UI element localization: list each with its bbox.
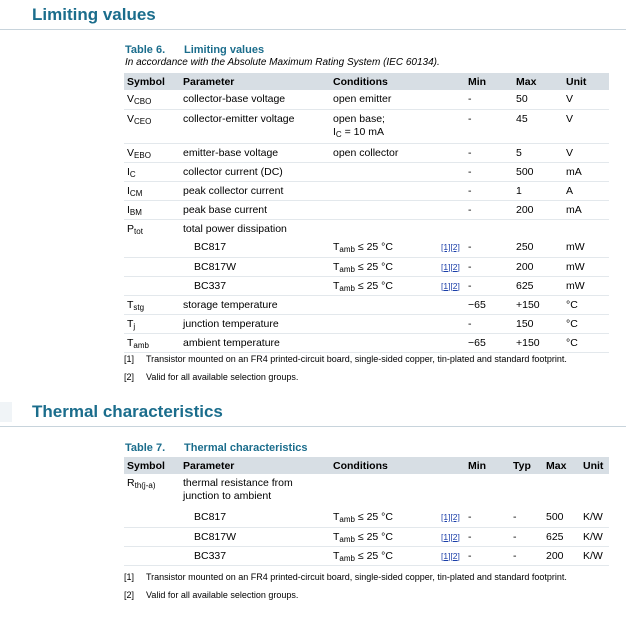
table6-number: Table 6.	[125, 44, 166, 56]
col-header-unit: Unit	[563, 73, 609, 90]
cell-ref	[438, 295, 465, 314]
footnote-ref-link[interactable]: [1][2]	[441, 531, 460, 542]
cell-max: 200	[546, 549, 564, 562]
cell-max: 500	[546, 511, 564, 523]
col-header-ref	[438, 73, 465, 90]
symbol-sub: stg	[133, 302, 145, 312]
cell-max: 200	[516, 260, 534, 273]
cell-symbol	[124, 333, 180, 352]
cell-ref	[438, 238, 465, 257]
cell-min: -	[468, 260, 472, 273]
col-header-symbol: Symbol	[124, 457, 180, 474]
table-row	[124, 143, 609, 162]
symbol	[127, 113, 151, 125]
cell-conditions	[330, 257, 438, 276]
cell-conditions	[330, 238, 438, 257]
cell-empty	[580, 474, 609, 508]
cell-symbol	[124, 143, 180, 162]
cell-unit: mW	[566, 260, 585, 273]
col-header-parameter: Parameter	[180, 457, 330, 474]
cell-min: -	[468, 146, 472, 159]
cell-min: -	[468, 317, 472, 330]
condition-tail: ≤ 25 °C	[354, 241, 393, 253]
cell-parameter	[180, 295, 330, 314]
cell-ref	[438, 527, 465, 546]
cell-conditions	[330, 295, 438, 314]
section-divider	[0, 426, 626, 427]
symbol-main: V	[127, 93, 135, 105]
cell-unit: mA	[566, 165, 582, 178]
parameter-text: peak collector current	[183, 184, 284, 197]
cell-conditions	[330, 314, 438, 333]
condition-main: T	[333, 279, 340, 292]
col-header-min: Min	[465, 457, 510, 474]
condition	[333, 261, 393, 273]
table-header-row	[124, 73, 609, 90]
table-row	[124, 238, 609, 257]
cell-conditions	[330, 219, 438, 238]
symbol-sub: CBO	[134, 97, 152, 106]
section-heading-thermal: Thermal characteristics	[32, 402, 223, 421]
cell-min: -	[468, 165, 472, 178]
cell-conditions	[330, 333, 438, 352]
parameter-text: collector-base voltage	[183, 93, 286, 105]
cell-min: -	[468, 93, 472, 105]
cell-parameter: BC337	[194, 549, 227, 562]
symbol	[127, 166, 136, 178]
cell-typ: -	[513, 530, 517, 543]
condition-main: T	[333, 530, 340, 543]
cell-parameter: thermal resistance from junction to ambient	[183, 477, 293, 502]
cell-parameter	[180, 162, 330, 181]
table-row	[124, 474, 609, 508]
parameter-text: BC817W	[194, 260, 237, 273]
cell-ref	[438, 181, 465, 200]
cell-parameter	[180, 143, 330, 162]
condition-tail: ≤ 25 °C	[354, 260, 393, 273]
symbol	[127, 337, 149, 349]
cell-typ: -	[513, 511, 517, 523]
symbol-sub: CEO	[134, 116, 152, 126]
footnote: [1] Transistor mounted on an FR4 printed-circuit board, single-sided copper, tin-plated and standard footprint.	[124, 572, 567, 582]
symbol	[127, 204, 142, 216]
condition-sub: amb	[339, 283, 355, 293]
cell-unit: mW	[566, 279, 585, 292]
condition-main: T	[333, 260, 340, 273]
cell-conditions	[330, 90, 438, 109]
cell-symbol	[124, 546, 180, 565]
table-row	[124, 333, 609, 352]
table-row	[124, 314, 609, 333]
condition-text: open base;	[333, 112, 385, 125]
cell-empty	[510, 474, 543, 508]
symbol	[127, 93, 151, 105]
condition	[333, 531, 393, 543]
cell-empty	[330, 474, 438, 508]
table-row	[124, 200, 609, 219]
cell-max: 500	[516, 165, 534, 178]
table-row	[124, 257, 609, 276]
footnote: [1] Transistor mounted on an FR4 printed-circuit board, single-sided copper, tin-plated and standard footprint.	[124, 354, 567, 364]
symbol-main: T	[127, 298, 134, 311]
symbol	[127, 477, 155, 489]
parameter-text: ambient temperature	[183, 336, 280, 349]
condition-main: T	[333, 241, 340, 253]
table-row	[124, 162, 609, 181]
cell-empty	[438, 474, 465, 508]
parameter-text: BC337	[194, 279, 227, 292]
col-header-conditions: Conditions	[330, 457, 438, 474]
symbol-main: I	[127, 184, 130, 197]
condition-tail: ≤ 25 °C	[354, 511, 393, 523]
cell-ref	[438, 219, 465, 238]
symbol-main: T	[127, 317, 134, 330]
cell-parameter	[180, 109, 330, 143]
table-row	[124, 546, 609, 565]
cell-conditions	[330, 181, 438, 200]
cell-symbol	[124, 474, 180, 508]
table7-number: Table 7.	[125, 442, 166, 454]
cell-conditions	[330, 200, 438, 219]
table7-caption	[125, 442, 308, 454]
cell-parameter	[180, 181, 330, 200]
cell-parameter: BC817W	[194, 530, 237, 543]
cell-conditions	[330, 162, 438, 181]
cell-max: 5	[516, 146, 522, 159]
symbol-main: R	[127, 477, 135, 489]
cell-max: 45	[516, 112, 528, 125]
footnote: [2] Valid for all available selection groups.	[124, 590, 299, 600]
cell-symbol	[124, 257, 180, 276]
section-marker	[0, 402, 12, 422]
condition	[333, 126, 384, 138]
cell-max: 250	[516, 241, 534, 253]
condition	[333, 511, 393, 523]
cell-parameter	[180, 333, 330, 352]
cell-unit: °C	[566, 298, 578, 311]
condition-sub: amb	[339, 534, 355, 544]
cell-unit: K/W	[583, 511, 603, 523]
symbol-sub: CM	[129, 188, 143, 198]
cell-ref	[438, 508, 465, 527]
col-header-typ: Typ	[510, 457, 543, 474]
table6-title: Limiting values	[184, 44, 265, 56]
cell-symbol	[124, 162, 180, 181]
table7-title: Thermal characteristics	[184, 442, 308, 454]
table6-caption	[125, 44, 264, 56]
parameter-text: total power dissipation	[183, 222, 287, 235]
cell-unit: V	[566, 112, 574, 125]
symbol-main: V	[127, 112, 135, 125]
cell-unit: V	[566, 93, 574, 105]
table-row	[124, 90, 609, 109]
cell-max: +150	[516, 336, 540, 349]
symbol-main: I	[127, 165, 130, 178]
table-row	[124, 109, 609, 143]
cell-min: -	[468, 530, 472, 543]
symbol-sub: amb	[133, 340, 149, 350]
cell-ref	[438, 276, 465, 295]
cell-unit	[563, 219, 609, 238]
table-row	[124, 527, 609, 546]
condition-main: T	[333, 511, 340, 523]
symbol-main: I	[127, 203, 130, 216]
cell-min: −65	[468, 336, 486, 349]
parameter-text: storage temperature	[183, 298, 278, 311]
cell-ref	[438, 546, 465, 565]
parameter-text: collector current (DC)	[183, 165, 283, 178]
condition-main: T	[333, 549, 340, 562]
condition-tail: ≤ 25 °C	[354, 530, 393, 543]
cell-symbol	[124, 276, 180, 295]
cell-min: -	[468, 549, 472, 562]
cell-symbol	[124, 295, 180, 314]
cell-conditions	[330, 527, 438, 546]
parameter-text: emitter-base voltage	[183, 146, 279, 159]
footnote-ref-link[interactable]: [1][2]	[441, 280, 460, 291]
col-header-conditions: Conditions	[330, 73, 438, 90]
table-row	[124, 295, 609, 314]
cell-symbol	[124, 109, 180, 143]
cell-symbol	[124, 314, 180, 333]
cell-unit: K/W	[583, 549, 603, 562]
footnote-ref-link[interactable]: [1][2]	[441, 550, 460, 561]
footnote-ref-link[interactable]: [1][2]	[441, 512, 460, 522]
cell-ref	[438, 314, 465, 333]
cell-min: -	[468, 203, 472, 216]
col-header-symbol: Symbol	[124, 73, 180, 90]
col-header-min: Min	[465, 73, 513, 90]
cell-parameter	[180, 219, 330, 238]
symbol	[127, 299, 144, 311]
footnote-ref-link[interactable]: [1][2]	[441, 261, 460, 272]
cell-parameter	[180, 200, 330, 219]
cell-ref	[438, 333, 465, 352]
footnote-ref-link[interactable]: [1][2]	[441, 242, 460, 252]
table7-notes	[124, 572, 567, 608]
parameter-text: collector-emitter voltage	[183, 112, 295, 125]
section-divider	[0, 29, 626, 30]
cell-symbol	[124, 90, 180, 109]
symbol-sub: tot	[134, 226, 143, 236]
cell-min: -	[468, 112, 472, 125]
condition	[333, 550, 393, 562]
cell-max: 200	[516, 203, 534, 216]
cell-max: 625	[516, 279, 534, 292]
cell-max: 1	[516, 184, 522, 197]
cell-empty	[543, 474, 580, 508]
cell-unit: A	[566, 184, 574, 197]
condition-sub: amb	[339, 245, 355, 254]
cell-unit: K/W	[583, 530, 603, 543]
table-row	[124, 219, 609, 238]
symbol	[127, 223, 143, 235]
symbol-sub: BM	[129, 207, 142, 217]
condition-sub: amb	[339, 264, 355, 274]
table6-notes	[124, 354, 567, 390]
symbol	[127, 147, 151, 159]
cell-parameter	[180, 314, 330, 333]
symbol-sub: j	[133, 321, 136, 331]
cell-min: -	[468, 511, 472, 523]
cell-unit: °C	[566, 317, 578, 330]
condition-tail: ≤ 25 °C	[354, 279, 393, 292]
condition-sub: C	[335, 129, 342, 139]
table-row	[124, 276, 609, 295]
symbol-main: T	[127, 336, 134, 349]
cell-conditions	[330, 508, 438, 527]
cell-empty	[465, 474, 510, 508]
table-row	[124, 508, 609, 527]
cell-parameter	[180, 257, 330, 276]
parameter-text: BC817	[194, 241, 227, 253]
cell-symbol	[124, 238, 180, 257]
cell-parameter	[180, 276, 330, 295]
symbol-sub: EBO	[134, 150, 151, 160]
cell-conditions	[330, 143, 438, 162]
cell-ref	[438, 200, 465, 219]
table6-subtitle: In accordance with the Absolute Maximum Rating System (IEC 60134).	[125, 57, 440, 68]
symbol-sub: C	[129, 169, 136, 179]
cell-symbol	[124, 508, 180, 527]
col-header-max: Max	[513, 73, 563, 90]
cell-ref	[438, 257, 465, 276]
cell-ref	[438, 162, 465, 181]
condition-sub: amb	[339, 515, 355, 524]
condition-tail: = 10 mA	[341, 125, 385, 138]
col-header-unit: Unit	[580, 457, 609, 474]
condition-text: open emitter	[333, 93, 392, 105]
cell-unit: °C	[566, 336, 578, 349]
cell-conditions	[330, 276, 438, 295]
parameter-text: peak base current	[183, 203, 268, 216]
cell-max: +150	[516, 298, 540, 311]
thermal-characteristics-table	[124, 457, 609, 566]
condition	[333, 241, 393, 253]
condition-main: I	[333, 125, 336, 138]
cell-unit: mW	[566, 241, 585, 253]
condition	[333, 280, 393, 292]
section-heading-limiting: Limiting values	[32, 5, 156, 24]
cell-unit: V	[566, 146, 574, 159]
condition-text: open collector	[333, 146, 399, 159]
cell-min	[465, 219, 513, 238]
table-row	[124, 181, 609, 200]
cell-symbol	[124, 181, 180, 200]
cell-ref	[438, 90, 465, 109]
cell-typ: -	[513, 549, 517, 562]
cell-max: 50	[516, 93, 528, 105]
symbol	[127, 185, 142, 197]
symbol-main: P	[127, 222, 135, 235]
cell-min: -	[468, 184, 472, 197]
cell-symbol	[124, 527, 180, 546]
cell-conditions	[330, 109, 438, 143]
cell-conditions	[330, 546, 438, 565]
cell-max: 625	[546, 530, 564, 543]
parameter-text: junction temperature	[183, 317, 279, 330]
col-header-parameter: Parameter	[180, 73, 330, 90]
condition-sub: amb	[339, 553, 355, 563]
cell-min: -	[468, 279, 472, 292]
symbol	[127, 318, 135, 330]
table-header-row	[124, 457, 609, 474]
cell-ref	[438, 143, 465, 162]
cell-max	[513, 219, 563, 238]
col-header-max: Max	[543, 457, 580, 474]
cell-min: −65	[468, 298, 486, 311]
cell-symbol	[124, 219, 180, 238]
cell-unit: mA	[566, 203, 582, 216]
cell-max: 150	[516, 317, 534, 330]
cell-parameter	[180, 238, 330, 257]
cell-parameter	[180, 90, 330, 109]
cell-symbol	[124, 200, 180, 219]
col-header-ref	[438, 457, 465, 474]
footnote: [2] Valid for all available selection groups.	[124, 372, 299, 382]
cell-parameter: BC817	[194, 511, 227, 523]
symbol-sub: th(j-a)	[134, 481, 156, 490]
symbol-main: V	[127, 146, 135, 159]
limiting-values-table	[124, 73, 609, 353]
cell-ref	[438, 109, 465, 143]
cell-min: -	[468, 241, 472, 253]
condition-tail: ≤ 25 °C	[354, 549, 393, 562]
